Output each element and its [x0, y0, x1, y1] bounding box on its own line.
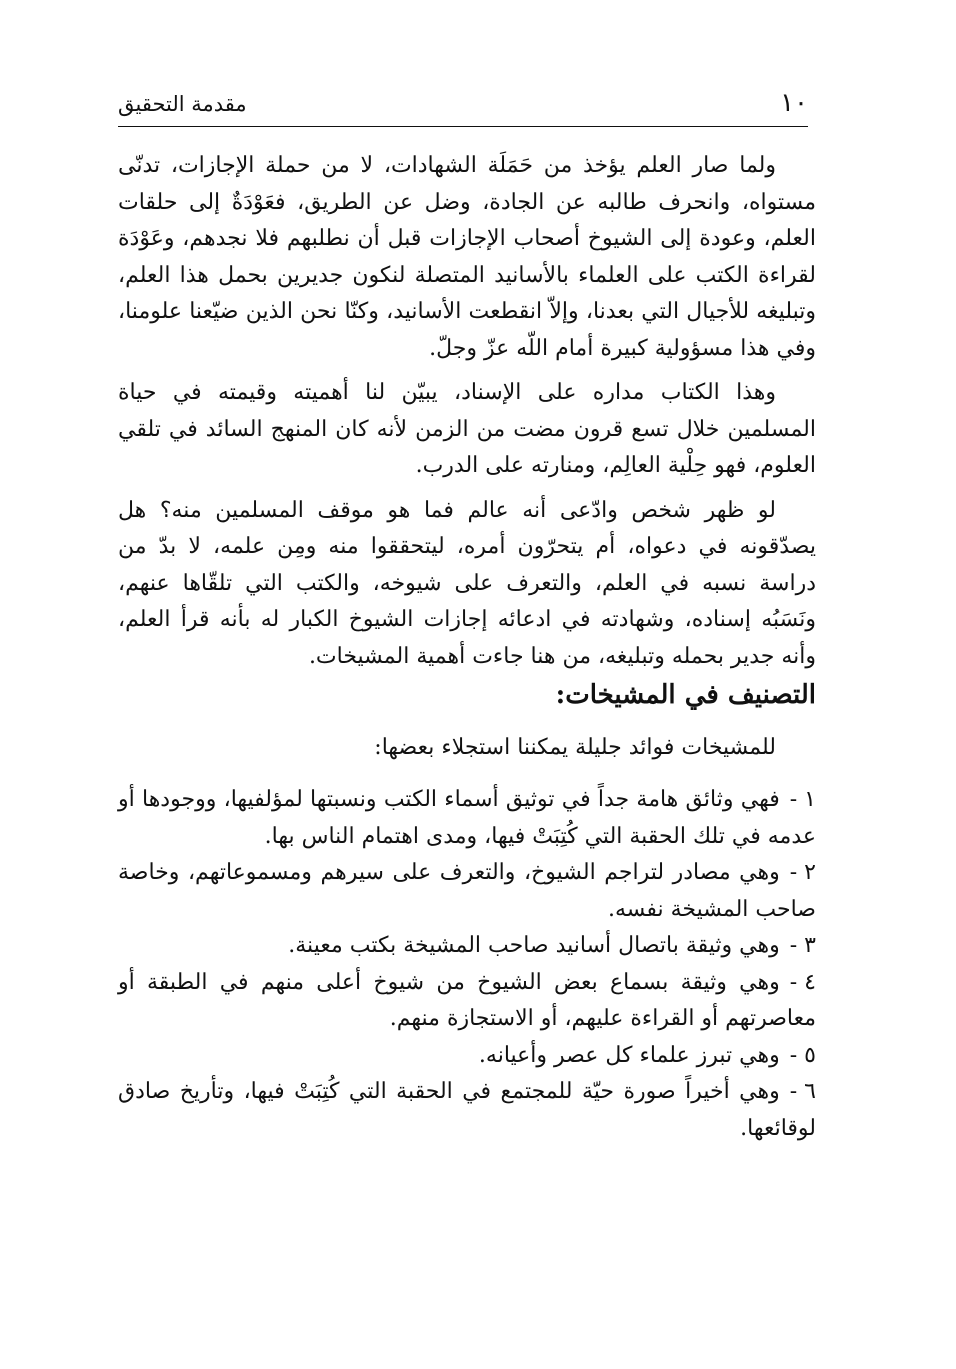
list-item-number: ٥ -	[789, 1042, 816, 1068]
header-title: مقدمة التحقيق	[118, 92, 247, 116]
list-item-6	[118, 1074, 816, 1147]
list-item-2	[118, 855, 816, 928]
list-item-number: ١ -	[789, 787, 816, 812]
list-item-number: ٦ -	[789, 1079, 816, 1104]
list-item-text: وهي وثيقة باتصال أسانيد صاحب المشيخة بكتب معينة.	[288, 933, 780, 958]
running-header	[118, 86, 808, 127]
list-item-text: فهي وثائق هامة جداً في توثيق أسماء الكتب ونسبتها لمؤلفيها، ووجودها أو عدمه في تلك الحقبة التي كُتِبَتْ فيها، ومدى اهتمام الناس بها.	[118, 787, 816, 849]
list-item-text: وهي أخيراً صورة حيّة للمجتمع في الحقبة التي كُتِبَتْ فيها، وتأريخ صادق لوقائعها.	[118, 1079, 816, 1141]
section-intro: للمشيخات فوائد جليلة يمكننا استجلاء بعضها:	[374, 734, 776, 760]
paragraph-3: لو ظهر شخص وادّعى أنه عالم فما هو موقف المسلمين منه؟ هل يصدّقونه في دعواه، أم يتحرّون أمره، ليتحققوا منه ومِن علمه، لا بدّ من دراسة نسبه في العلم، والتعرف على شيوخه، والكتب التي تلقّاها عنهم، ونَسَبُه إسناده، وشهادته في ادعائه إجازات الشيوخ الكبار له بأنه قرأ العلم، وأنه جدير بحمله وتبليغه، من هنا جاءت أهمية المشيخات.	[118, 497, 816, 669]
section-heading: التصنيف في المشيخات:	[555, 680, 816, 710]
list-item-5	[118, 1038, 816, 1075]
list-item-1	[118, 782, 816, 855]
list-item-number: ٤ -	[789, 969, 816, 995]
paragraph-1: ولما صار العلم يؤخذ من حَمَلَة الشهادات، لا من حملة الإجازات، تدنّى مستواه، وانحرف طالبه عن الجادة، وضل عن الطريق، فعَوْدَةٌ إلى حلقات العلم، وعودة إلى الشيوخ أصحاب الإجازات قبل أن نطلبهم فلا نجدهم، وعَوْدَة لقراءة الكتب على العلماء بالأسانيد المتصلة لنكون جديرين بحمل هذا العلم، وتبليغه للأجيال التي بعدنا، وإلاّ انقطعت الأسانيد، وكنّا نحن الذين ضيّعنا علومنا، وفي هذا مسؤولية كبيرة أمام اللّه عزّ وجلّ.	[118, 153, 816, 361]
list-item-text: وهي مصادر لتراجم الشيوخ، والتعرف على سيرهم ومسموعاتهم، وخاصة صاحب المشيخة نفسه.	[118, 860, 816, 922]
list-item-number: ٣ -	[789, 933, 816, 958]
body-text	[118, 148, 816, 1147]
list-item-4	[118, 965, 816, 1038]
paragraph-2: وهذا الكتاب مداره على الإسناد، يبيّن لنا أهميته وقيمته في حياة المسلمين خلال تسع قرون مضت من الزمن لأنه كان المنهج السائد في تلقي العلوم، فهو حِلْية العالِم، ومنارته على الدرب.	[118, 380, 816, 478]
list-item-3	[118, 928, 816, 965]
list-item-text: وهي تبرز علماء كل عصر وأعيانه.	[478, 1042, 780, 1068]
list-item-number: ٢ -	[789, 860, 816, 885]
list-item-text: وهي وثيقة بسماع بعض الشيوخ من شيوخ أعلى منهم في الطبقة أو معاصرتهم أو القراءة عليهم، أو الاستجازة منهم.	[118, 969, 816, 1031]
page-number: ١٠	[780, 88, 808, 118]
